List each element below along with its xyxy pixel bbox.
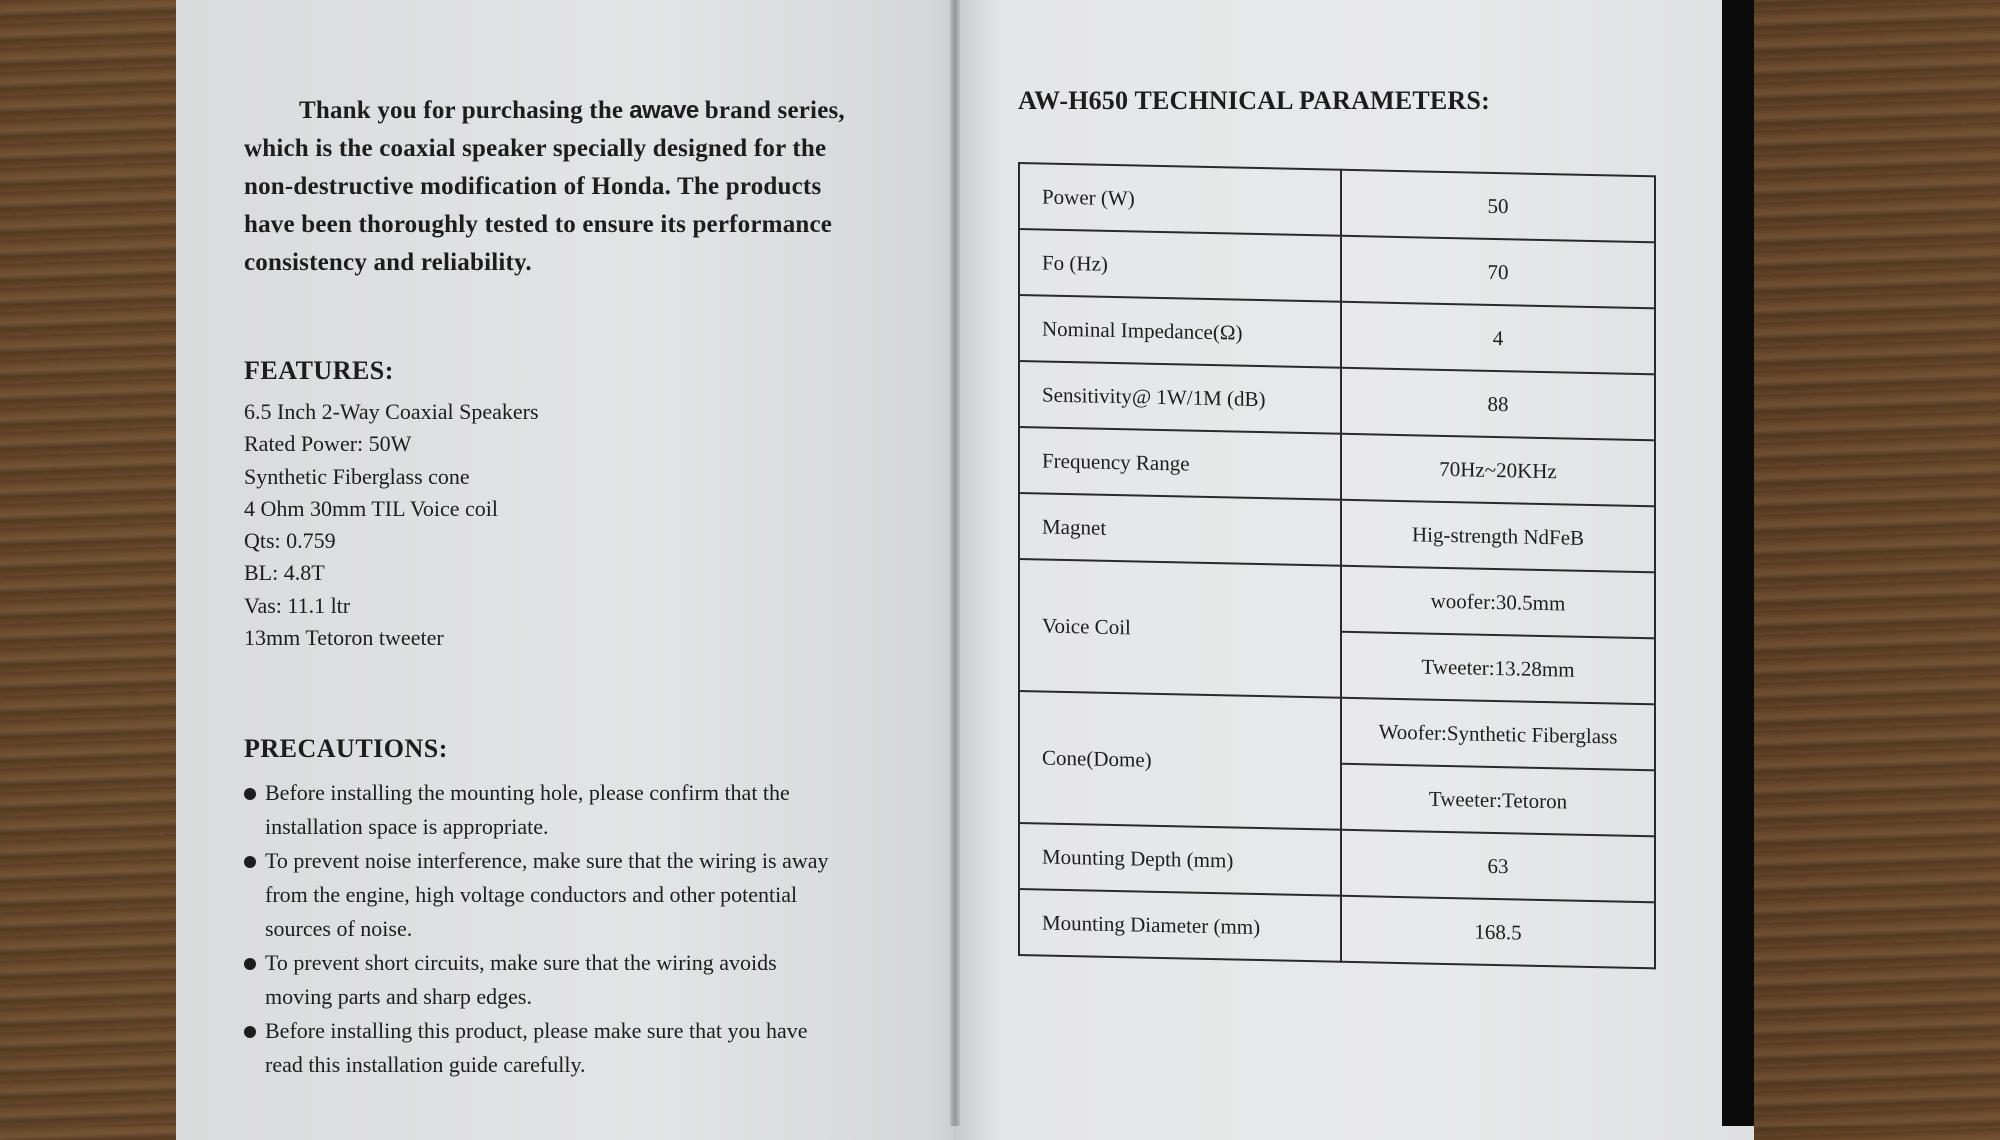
param-value: 70Hz~20KHz [1341, 434, 1655, 507]
page-gutter [950, 0, 960, 1126]
param-label: Power (W) [1019, 163, 1341, 236]
precaution-item [244, 946, 924, 1014]
spec-title: AW-H650 TECHNICAL PARAMETERS: [1018, 86, 1490, 115]
feature-item: 13mm Tetoron tweeter [244, 625, 444, 651]
param-label: Mounting Diameter (mm) [1019, 889, 1341, 962]
intro-text-before-logo: Thank you for purchasing the [299, 97, 624, 124]
param-label: Sensitivity@ 1W/1M (dB) [1019, 361, 1341, 434]
brand-logo: awave [629, 97, 699, 124]
precaution-text: To prevent noise interference, make sure that the wiring is away from the engine, high voltage conductors and other potential sources of noise. [265, 848, 829, 941]
param-label: Fo (Hz) [1019, 229, 1341, 302]
param-value: 70 [1341, 236, 1655, 309]
param-value: Tweeter:13.28mm [1341, 632, 1655, 705]
bullet-icon [244, 788, 256, 800]
intro-line-2: which is the coaxial speaker specially designed for the [244, 135, 827, 162]
precaution-item [244, 844, 924, 946]
features-heading: FEATURES: [244, 356, 394, 385]
intro-paragraph [244, 92, 912, 282]
param-label: Mounting Depth (mm) [1019, 823, 1341, 896]
param-value: 4 [1341, 302, 1655, 375]
param-value: Tweeter:Tetoron [1341, 764, 1655, 837]
feature-item: Qts: 0.759 [244, 528, 336, 554]
bullet-icon [244, 1026, 256, 1038]
intro-text-after-logo: brand series, [704, 97, 845, 124]
feature-item: Vas: 11.1 ltr [244, 592, 351, 618]
feature-item: 6.5 Inch 2-Way Coaxial Speakers [244, 399, 539, 424]
table-row [1019, 559, 1655, 638]
intro-line-3: non-destructive modification of Honda. The products [244, 173, 822, 200]
bullet-icon [244, 856, 256, 868]
param-label: Frequency Range [1019, 427, 1341, 500]
precaution-text: Before installing this product, please make sure that you have read this installation guide carefully. [265, 1018, 808, 1077]
param-value: Hig-strength NdFeB [1341, 500, 1655, 573]
param-label: Voice Coil [1019, 559, 1341, 698]
booklet-cover-edge [1722, 0, 1754, 1126]
feature-item: 4 Ohm 30mm TIL Voice coil [244, 495, 498, 521]
precaution-item [244, 776, 924, 844]
precautions-heading: PRECAUTIONS: [244, 734, 448, 763]
table-row [1019, 889, 1655, 968]
param-value: 50 [1341, 170, 1655, 243]
param-value: woofer:30.5mm [1341, 566, 1655, 639]
features-list [244, 396, 539, 654]
feature-item: BL: 4.8T [244, 560, 325, 586]
param-value: 168.5 [1341, 896, 1655, 969]
param-value: 63 [1341, 830, 1655, 903]
feature-item: Rated Power: 50W [244, 431, 412, 457]
intro-line-1 [244, 92, 912, 130]
spec-table [1018, 162, 1656, 969]
intro-line-5: consistency and reliability. [244, 249, 532, 276]
param-label: Nominal Impedance(Ω) [1019, 295, 1341, 368]
feature-item: Synthetic Fiberglass cone [244, 463, 470, 489]
precaution-item [244, 1014, 924, 1082]
param-value: 88 [1341, 368, 1655, 441]
param-label: Cone(Dome) [1019, 691, 1341, 830]
bullet-icon [244, 958, 256, 970]
intro-line-4: have been thoroughly tested to ensure its performance [244, 211, 833, 238]
precaution-text: Before installing the mounting hole, please confirm that the installation space is appropriate. [265, 780, 790, 839]
param-value: Woofer:Synthetic Fiberglass [1341, 698, 1655, 771]
param-label: Magnet [1019, 493, 1341, 566]
precaution-text: To prevent short circuits, make sure that the wiring avoids moving parts and sharp edges. [265, 950, 777, 1009]
table-row [1019, 691, 1655, 770]
precautions-list [244, 776, 924, 1082]
